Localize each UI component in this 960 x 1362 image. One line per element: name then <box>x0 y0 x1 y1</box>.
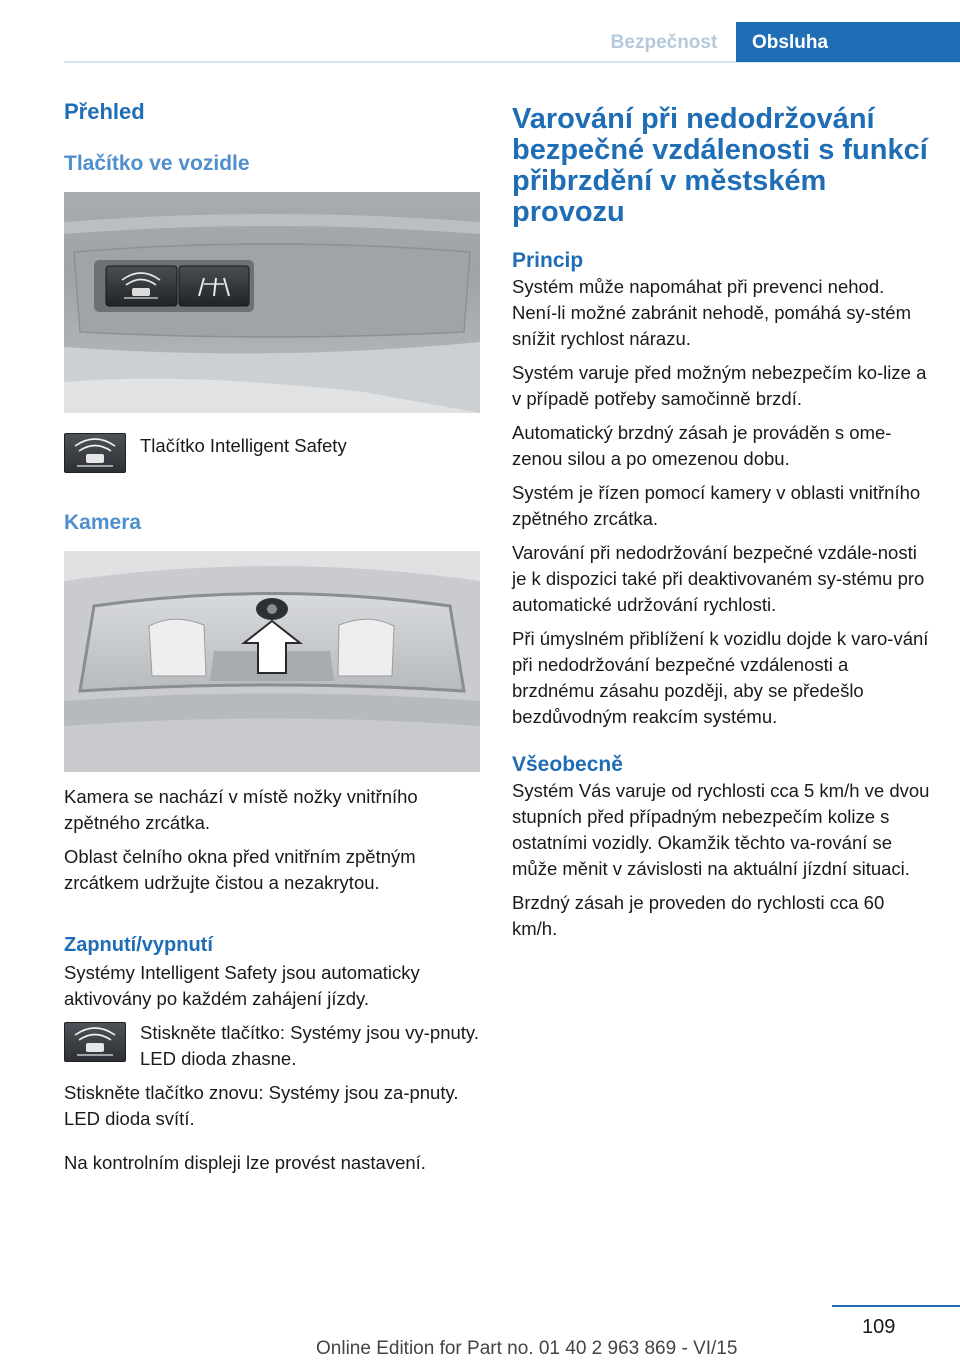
general-paragraph-1: Systém Vás varuje od rychlosti cca 5 km/h ve dvou stupních před případným nebezpečím kolize s ostatními vozidly. Okamžik těchto va-rování se může měnit v závislosti na aktuální jízdní situaci. <box>512 780 930 879</box>
camera-photo <box>64 551 480 772</box>
edition-text: Online Edition for Part no. 01 40 2 963 869 - VI/15 <box>316 1338 738 1359</box>
onoff-paragraph-1: Systémy Intelligent Safety jsou automaticky aktivovány po každém zahájení jízdy. <box>64 962 420 1009</box>
general-paragraph-2: Brzdný zásah je proveden do rychlosti cca 60 km/h. <box>512 892 885 939</box>
intelligent-safety-icon <box>64 1022 126 1062</box>
right-column <box>512 104 932 942</box>
footer-rule <box>832 1305 960 1307</box>
principle-paragraph-3: Automatický brzdný zásah je prováděn s ome-zenou silou a po omezenou dobu. <box>512 422 892 469</box>
button-heading: Tlačítko ve vozidle <box>64 152 250 175</box>
camera-paragraph-2: Oblast čelního okna před vnitřním zpětným zrcátkem udržujte čistou a nezakrytou. <box>64 846 416 893</box>
camera-paragraph-1: Kamera se nachází v místě nožky vnitřního zpětného zrcátka. <box>64 786 418 833</box>
page-number: 109 <box>862 1316 896 1338</box>
principle-heading: Princip <box>512 249 584 272</box>
onoff-paragraph-2: Stiskněte tlačítko znovu: Systémy jsou za-pnuty. LED dioda svítí. <box>64 1082 459 1129</box>
left-column <box>64 98 480 1176</box>
button-photo <box>64 192 480 413</box>
principle-paragraph-2: Systém varuje před možným nebezpečím ko-lize a v případě potřeby samočinně brzdí. <box>512 362 927 409</box>
principle-paragraph-4: Systém je řízen pomocí kamery v oblasti vnitřního zpětného zrcátka. <box>512 482 921 529</box>
camera-heading: Kamera <box>64 511 142 534</box>
onoff-heading: Zapnutí/vypnutí <box>64 934 213 956</box>
intelligent-safety-icon <box>64 433 126 473</box>
tab-obsluha[interactable]: Obsluha <box>736 22 960 62</box>
principle-paragraph-1: Systém může napomáhat při prevenci nehod. Není-li možné zabránit nehodě, pomáhá sy-stém snížit rychlost nárazu. <box>512 276 911 349</box>
principle-paragraph-6: Při úmyslném přiblížení k vozidlu dojde k varo-vání při nedodržování bezpečné vzdálenosti a brzdnému zásahu později, aby se předešlo bezdůvodným reakcím systému. <box>512 628 929 727</box>
main-heading: Varování při nedodržování bezpečné vzdálenosti s funkcí přibrzdění v městském provozu <box>512 103 928 228</box>
tab-bezpecnost[interactable]: Bezpečnost <box>610 32 718 53</box>
intelligent-safety-button-row <box>64 431 480 473</box>
onoff-icon-text: Stiskněte tlačítko: Systémy jsou vy-pnuty. LED dioda zhasne. <box>140 1022 479 1069</box>
principle-paragraph-5: Varování při nedodržování bezpečné vzdále-nosti je k dispozici také při deaktivovaném sy-stému pro automatické udržování rychlosti. <box>512 542 925 615</box>
onoff-button-row <box>64 1020 480 1072</box>
button-caption: Tlačítko Intelligent Safety <box>140 435 347 456</box>
general-heading: Všeobecně <box>512 753 623 776</box>
onoff-paragraph-3: Na kontrolním displeji lze provést nastavení. <box>64 1152 426 1173</box>
section-title: Přehled <box>64 99 145 124</box>
